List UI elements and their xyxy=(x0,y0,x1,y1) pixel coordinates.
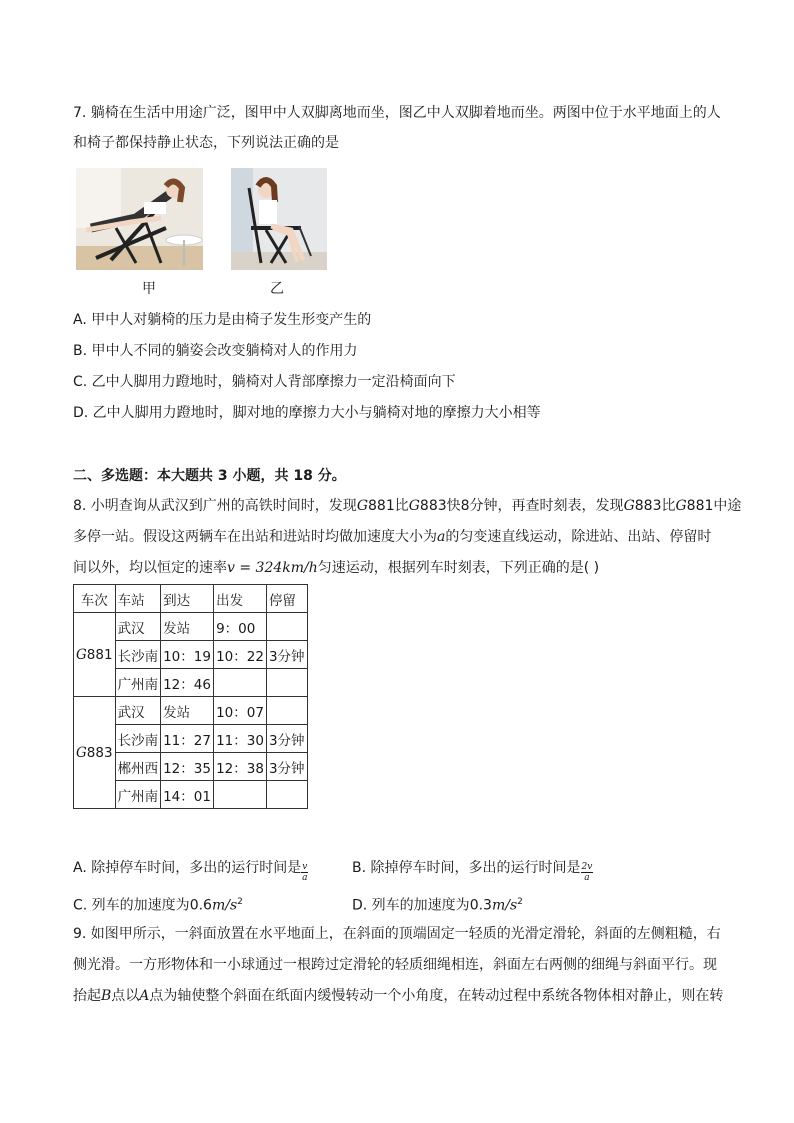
train-id-g883: G883 xyxy=(74,697,116,809)
table-cell: 11：27 xyxy=(161,725,214,753)
q7-stem-line2: 和椅子都保持静止状态，下列说法正确的是 xyxy=(73,135,339,151)
table-cell: 武汉 xyxy=(115,613,161,641)
table-cell xyxy=(214,781,267,809)
q8-stem-line1: 8. 小明查询从武汉到广州的高铁时间时，发现G881比G883快8分钟，再查时刻表，发现G883比G881中途 xyxy=(73,498,742,514)
recliner-feet-down-illustration xyxy=(231,168,327,270)
table-cell: 郴州西 xyxy=(115,753,161,781)
header-station: 车站 xyxy=(115,585,161,613)
table-row xyxy=(74,697,308,725)
table-cell xyxy=(266,613,307,641)
table-cell xyxy=(266,669,307,697)
header-depart: 出发 xyxy=(214,585,267,613)
caption-yi: 乙 xyxy=(270,281,284,297)
table-cell: 发站 xyxy=(161,613,214,641)
q7-stem-line1: 7. 躺椅在生活中用途广泛，图甲中人双脚离地而坐，图乙中人双脚着地而坐。两图中位于水平地面上的人 xyxy=(73,105,721,121)
q8-stem-line2: 多停一站。假设这两辆车在出站和进站时均做加速度大小为a的匀变速直线运动，除进站、出站、停留时 xyxy=(73,529,712,545)
recliner-feet-raised-illustration xyxy=(76,168,203,270)
table-header-row xyxy=(74,585,308,613)
photo-recliner-feet-down xyxy=(231,168,327,270)
train-timetable xyxy=(73,584,308,809)
q7-option-b: B. 甲中人不同的躺姿会改变躺椅对人的作用力 xyxy=(73,343,358,359)
q9-stem-line2: 侧光滑。一方形物体和一小球通过一根跨过定滑轮的轻质细绳相连，斜面左右两侧的细绳与斜面平行。现 xyxy=(73,957,717,973)
header-train: 车次 xyxy=(74,585,116,613)
table-cell: 发站 xyxy=(161,697,214,725)
table-cell: 3分钟 xyxy=(266,753,307,781)
table-cell: 12：38 xyxy=(214,753,267,781)
train-id-g881: G881 xyxy=(74,613,116,697)
q7-option-a: A. 甲中人对躺椅的压力是由椅子发生形变产生的 xyxy=(73,312,372,328)
table-cell xyxy=(214,669,267,697)
table-cell: 广州南 xyxy=(115,781,161,809)
header-arrive: 到达 xyxy=(161,585,214,613)
table-cell: 10：19 xyxy=(161,641,214,669)
table-cell: 11：30 xyxy=(214,725,267,753)
table-cell: 武汉 xyxy=(115,697,161,725)
table-row xyxy=(74,613,308,641)
section-title-multiple-choice: 二、多选题：本大题共 3 小题，共 18 分。 xyxy=(73,468,346,484)
table-cell: 10：22 xyxy=(214,641,267,669)
table-cell: 长沙南 xyxy=(115,725,161,753)
table-cell: 14：01 xyxy=(161,781,214,809)
q8-option-b: B. 除掉停车时间，多出的运行时间是 $\frac{2v}{a}$ xyxy=(352,860,593,883)
q7-option-c: C. 乙中人脚用力蹬地时，躺椅对人背部摩擦力一定沿椅面向下 xyxy=(73,374,456,390)
q9-stem-line3: 抬起B点以A点为轴使整个斜面在纸面内缓慢转动一个小角度，在转动过程中系统各物体相对静止，则在转 xyxy=(73,988,724,1004)
table-cell: 10：07 xyxy=(214,697,267,725)
q9-stem-line1: 9. 如图甲所示，一斜面放置在水平地面上，在斜面的顶端固定一轻质的光滑定滑轮，斜面的左侧粗糙，右 xyxy=(73,926,721,942)
q8-stem-line3: 间以外，均以恒定的速率v = 324km/h匀速运动，根据列车时刻表，下列正确的是( ) xyxy=(73,560,600,576)
q7-option-d: D. 乙中人脚用力蹬地时，脚对地的摩擦力大小与躺椅对地的摩擦力大小相等 xyxy=(73,405,541,421)
table-cell: 3分钟 xyxy=(266,725,307,753)
q8-option-c: C. 列车的加速度为$0.6m/s^2$ xyxy=(73,897,243,914)
table-cell: 广州南 xyxy=(115,669,161,697)
caption-jia: 甲 xyxy=(142,281,156,297)
table-cell xyxy=(266,781,307,809)
table-cell: 12：35 xyxy=(161,753,214,781)
table-cell: 12：46 xyxy=(161,669,214,697)
fraction-2v-over-a: $\frac{2v}{a}$ xyxy=(581,862,593,883)
q8-option-a: A. 除掉停车时间，多出的运行时间是 $\frac{v}{a}$ xyxy=(73,860,308,883)
table-cell: 长沙南 xyxy=(115,641,161,669)
fraction-v-over-a: $\frac{v}{a}$ xyxy=(302,862,308,883)
table-cell xyxy=(266,697,307,725)
photo-recliner-feet-raised xyxy=(76,168,203,270)
table-cell: 9：00 xyxy=(214,613,267,641)
q8-option-d: D. 列车的加速度为$0.3m/s^2$ xyxy=(352,897,523,914)
header-stop: 停留 xyxy=(266,585,307,613)
table-cell: 3分钟 xyxy=(266,641,307,669)
